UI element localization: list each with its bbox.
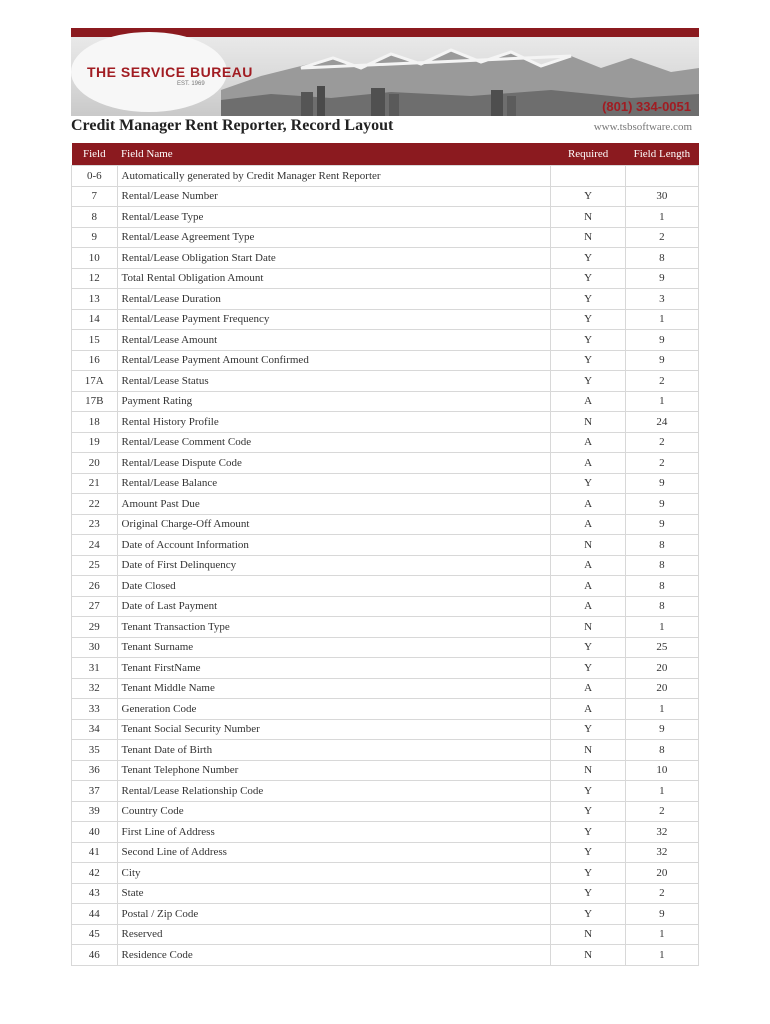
field-number: 24 [72,535,118,556]
table-row [72,514,699,535]
table-row [72,207,699,228]
field-name: Rental/Lease Comment Code [117,432,551,453]
field-length: 8 [625,535,698,556]
table-row [72,658,699,679]
field-name: Amount Past Due [117,494,551,515]
table-row [72,576,699,597]
field-length: 10 [625,760,698,781]
field-number: 20 [72,453,118,474]
field-number: 23 [72,514,118,535]
field-number: 17B [72,391,118,412]
field-length: 9 [625,268,698,289]
field-length: 1 [625,617,698,638]
field-name: State [117,883,551,904]
field-length: 1 [625,309,698,330]
field-number: 40 [72,822,118,843]
field-number: 42 [72,863,118,884]
field-name: Date of Account Information [117,535,551,556]
table-row [72,863,699,884]
field-name: City [117,863,551,884]
field-number: 19 [72,432,118,453]
table-row [72,904,699,925]
field-number: 7 [72,186,118,207]
field-number: 14 [72,309,118,330]
field-name: Rental/Lease Payment Amount Confirmed [117,350,551,371]
required-flag: Y [551,719,625,740]
field-number: 44 [72,904,118,925]
field-number: 46 [72,945,118,966]
field-length: 32 [625,822,698,843]
table-row [72,248,699,269]
field-number: 45 [72,924,118,945]
header-field: Field [72,143,118,166]
field-length: 3 [625,289,698,310]
field-length: 1 [625,924,698,945]
field-number: 18 [72,412,118,433]
website-link[interactable]: www.tsbsoftware.com [593,121,692,133]
field-name: Rental/Lease Dispute Code [117,453,551,474]
field-name: Rental/Lease Obligation Start Date [117,248,551,269]
required-flag: Y [551,330,625,351]
record-layout-table [71,143,699,966]
table-row [72,432,699,453]
field-name: Date of First Delinquency [117,555,551,576]
table-row [72,289,699,310]
field-name: Reserved [117,924,551,945]
required-flag: N [551,945,625,966]
field-length: 9 [625,514,698,535]
table-row [72,453,699,474]
field-length: 24 [625,412,698,433]
field-name: Payment Rating [117,391,551,412]
field-length: 8 [625,596,698,617]
field-length: 1 [625,781,698,802]
required-flag: A [551,555,625,576]
phone-number: (801) 334-0051 [602,99,691,114]
field-name: Rental/Lease Type [117,207,551,228]
field-number: 12 [72,268,118,289]
field-name: Tenant Social Security Number [117,719,551,740]
table-row [72,617,699,638]
field-length: 20 [625,863,698,884]
field-name: Original Charge-Off Amount [117,514,551,535]
field-length: 8 [625,576,698,597]
table-row [72,596,699,617]
table-row [72,781,699,802]
required-flag: A [551,699,625,720]
field-name: Date of Last Payment [117,596,551,617]
field-name: Rental/Lease Agreement Type [117,227,551,248]
field-length: 9 [625,473,698,494]
field-length: 9 [625,330,698,351]
field-number: 30 [72,637,118,658]
table-row [72,822,699,843]
required-flag: Y [551,904,625,925]
field-number: 35 [72,740,118,761]
field-name: Postal / Zip Code [117,904,551,925]
field-number: 10 [72,248,118,269]
required-flag: Y [551,268,625,289]
required-flag: N [551,412,625,433]
field-name: Tenant Date of Birth [117,740,551,761]
field-name: Rental/Lease Relationship Code [117,781,551,802]
field-name: Rental/Lease Balance [117,473,551,494]
required-flag: Y [551,863,625,884]
required-flag: Y [551,309,625,330]
field-number: 29 [72,617,118,638]
field-number: 31 [72,658,118,679]
field-name: Rental/Lease Payment Frequency [117,309,551,330]
field-number: 21 [72,473,118,494]
required-flag: N [551,760,625,781]
field-number: 39 [72,801,118,822]
required-flag: A [551,494,625,515]
required-flag: Y [551,248,625,269]
header-field-name: Field Name [117,143,551,166]
required-flag: Y [551,883,625,904]
required-flag: A [551,678,625,699]
field-name: Date Closed [117,576,551,597]
table-row [72,268,699,289]
field-length: 25 [625,637,698,658]
field-name: Rental/Lease Number [117,186,551,207]
field-number: 43 [72,883,118,904]
table-row [72,371,699,392]
required-flag: Y [551,186,625,207]
table-row [72,494,699,515]
required-flag: N [551,207,625,228]
field-length: 8 [625,555,698,576]
required-flag: A [551,576,625,597]
table-row [72,719,699,740]
required-flag: N [551,924,625,945]
required-flag: Y [551,371,625,392]
page-title: Credit Manager Rent Reporter, Record Layout [71,117,394,134]
required-flag: Y [551,781,625,802]
field-name: Residence Code [117,945,551,966]
header-field-length: Field Length [625,143,698,166]
field-length: 8 [625,740,698,761]
field-name: Rental/Lease Duration [117,289,551,310]
field-length: 2 [625,227,698,248]
field-length: 8 [625,248,698,269]
logo: THE SERVICE BUREAU [87,64,253,80]
field-name: First Line of Address [117,822,551,843]
field-name: Tenant Surname [117,637,551,658]
required-flag: Y [551,350,625,371]
field-number: 0-6 [72,166,118,187]
field-name: Rental/Lease Amount [117,330,551,351]
required-flag: A [551,596,625,617]
field-name: Total Rental Obligation Amount [117,268,551,289]
field-name: Tenant Telephone Number [117,760,551,781]
table-row [72,227,699,248]
required-flag: A [551,391,625,412]
required-flag: Y [551,842,625,863]
logo-tagline: EST. 1969 [177,81,205,87]
field-length: 9 [625,494,698,515]
table-row [72,535,699,556]
required-flag: N [551,617,625,638]
required-flag: N [551,740,625,761]
table-row [72,391,699,412]
field-name: Tenant Transaction Type [117,617,551,638]
field-length: 2 [625,432,698,453]
field-number: 22 [72,494,118,515]
required-flag: N [551,535,625,556]
table-row [72,924,699,945]
table-row [72,842,699,863]
field-name: Tenant FirstName [117,658,551,679]
required-flag: Y [551,801,625,822]
field-length: 2 [625,371,698,392]
table-row [72,309,699,330]
table-row [72,801,699,822]
table-row [72,350,699,371]
field-length: 9 [625,350,698,371]
field-number: 32 [72,678,118,699]
field-name: Tenant Middle Name [117,678,551,699]
table-row [72,699,699,720]
field-number: 8 [72,207,118,228]
table-row [72,330,699,351]
table-row [72,166,699,187]
field-number: 25 [72,555,118,576]
table-row [72,186,699,207]
field-length: 1 [625,391,698,412]
field-name: Rental/Lease Status [117,371,551,392]
field-number: 13 [72,289,118,310]
field-name: Generation Code [117,699,551,720]
field-length: 2 [625,453,698,474]
table-row [72,473,699,494]
field-number: 41 [72,842,118,863]
field-length: 9 [625,904,698,925]
field-number: 33 [72,699,118,720]
table-header-row [72,143,699,166]
field-number: 15 [72,330,118,351]
field-length: 1 [625,207,698,228]
required-flag: Y [551,822,625,843]
field-length [625,166,698,187]
header-required: Required [551,143,625,166]
field-length: 30 [625,186,698,207]
table-row [72,945,699,966]
table-row [72,678,699,699]
field-number: 16 [72,350,118,371]
table-row [72,883,699,904]
required-flag [551,166,625,187]
required-flag: Y [551,637,625,658]
field-length: 1 [625,699,698,720]
field-length: 32 [625,842,698,863]
required-flag: A [551,432,625,453]
field-name: Rental History Profile [117,412,551,433]
table-row [72,637,699,658]
table-row [72,740,699,761]
field-name: Automatically generated by Credit Manager Rent Reporter [117,166,551,187]
field-length: 1 [625,945,698,966]
field-length: 9 [625,719,698,740]
field-name: Country Code [117,801,551,822]
field-length: 2 [625,801,698,822]
field-number: 26 [72,576,118,597]
field-number: 37 [72,781,118,802]
required-flag: Y [551,289,625,310]
field-number: 9 [72,227,118,248]
table-row [72,760,699,781]
field-name: Second Line of Address [117,842,551,863]
field-length: 20 [625,678,698,699]
field-number: 17A [72,371,118,392]
field-number: 27 [72,596,118,617]
table-row [72,412,699,433]
required-flag: A [551,514,625,535]
table-row [72,555,699,576]
required-flag: A [551,453,625,474]
field-number: 36 [72,760,118,781]
header-banner [71,28,699,116]
field-length: 20 [625,658,698,679]
field-number: 34 [72,719,118,740]
required-flag: Y [551,658,625,679]
field-length: 2 [625,883,698,904]
required-flag: N [551,227,625,248]
required-flag: Y [551,473,625,494]
